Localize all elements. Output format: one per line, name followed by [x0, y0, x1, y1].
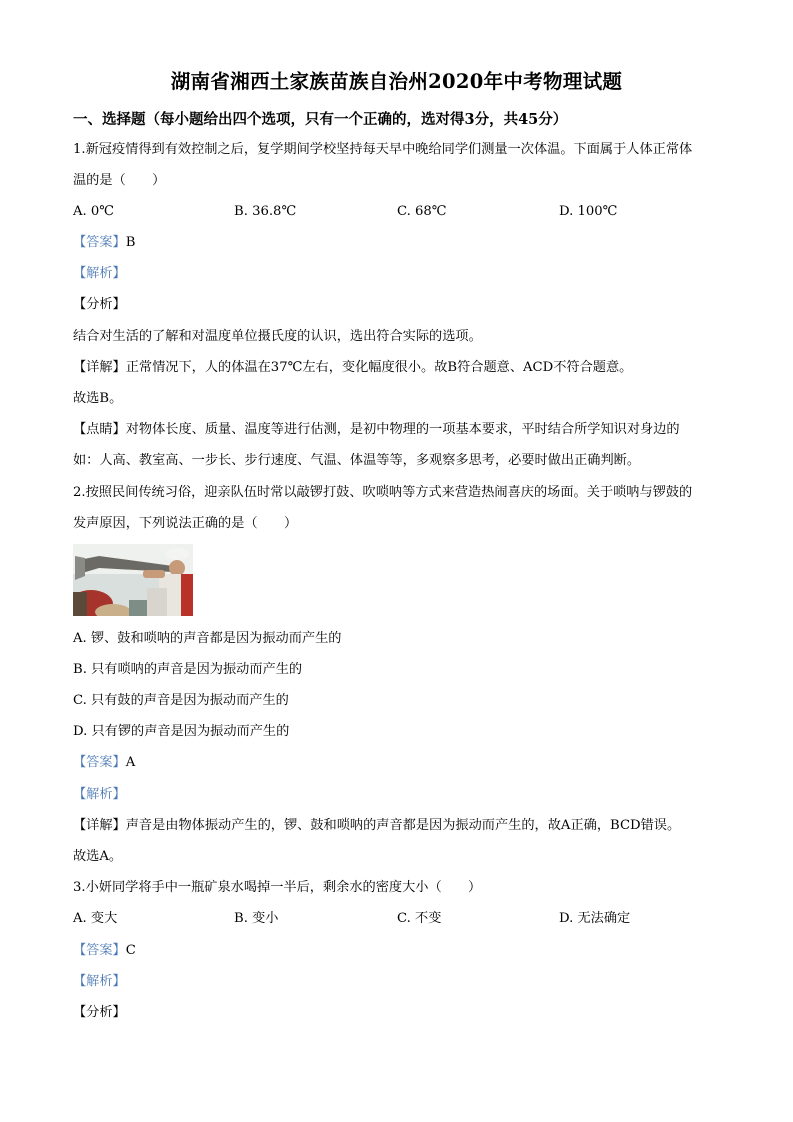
section-heading: 一、选择题（每小题给出四个选项，只有一个正确的，选对得3分，共45分）	[73, 111, 568, 128]
q3-option-b: B. 变小	[234, 911, 279, 926]
q2-conclusion: 故选A。	[73, 849, 123, 864]
q1-option-d: D. 100℃	[559, 204, 618, 219]
q1-analysis	[73, 267, 126, 280]
q3-stem: 3.小妍同学将手中一瓶矿泉水喝掉一半后，剩余水的密度大小（ ）	[73, 880, 482, 895]
q2-detail	[73, 819, 680, 832]
q3-fenxi	[73, 1006, 126, 1019]
q2-option-a: A. 锣、鼓和唢呐的声音都是因为振动而产生的	[73, 631, 342, 646]
q2-option-d: D. 只有锣的声音是因为振动而产生的	[73, 724, 290, 739]
analysis-label: 【解析】	[73, 974, 126, 989]
answer-label: 【答案】	[73, 235, 126, 250]
q3-option-a: A. 变大	[73, 911, 118, 926]
q1-comment-line1: 对物体长度、质量、温度等进行估测，是初中物理的一项基本要求，平时结合所学知识对身边的	[125, 422, 680, 437]
q1-stem-line1: 1.新冠疫情得到有效控制之后，复学期间学校坚持每天早中晚给同学们测量一次体温。下面属于人体正常体	[73, 142, 693, 157]
fenxi-label: 【分析】	[73, 1005, 126, 1020]
q1-detail	[73, 361, 632, 374]
q1-comment	[73, 423, 680, 436]
page-title: 湖南省湘西土家族苗族自治州2020年中考物理试题	[170, 70, 623, 93]
q2-stem-line2: 发声原因，下列说法正确的是（ ）	[73, 516, 298, 531]
q2-answer	[73, 756, 135, 769]
suona-player-photo	[73, 544, 193, 616]
analysis-label: 【解析】	[73, 787, 126, 802]
q3-analysis	[73, 975, 126, 988]
q2-option-c: C. 只有鼓的声音是因为振动而产生的	[73, 693, 289, 708]
q1-fenxi	[73, 298, 126, 311]
q1-answer	[73, 236, 135, 249]
analysis-label: 【解析】	[73, 266, 126, 281]
detail-label: 【详解】	[73, 360, 126, 375]
q1-stem-line2: 温的是（ ）	[73, 173, 166, 188]
q3-option-d: D. 无法确定	[559, 911, 631, 926]
q1-answer-value: B	[125, 235, 136, 250]
q1-comment-line2: 如：人高、教室高、一步长、步行速度、气温、体温等等，多观察多思考，必要时做出正确判断。	[73, 453, 641, 468]
q2-answer-value: A	[125, 755, 136, 770]
q2-analysis	[73, 788, 126, 801]
q3-option-c: C. 不变	[397, 911, 442, 926]
q1-conclusion: 故选B。	[73, 391, 123, 406]
fenxi-label: 【分析】	[73, 297, 126, 312]
q1-option-b: B. 36.8℃	[234, 204, 297, 219]
q2-option-b: B. 只有唢呐的声音是因为振动而产生的	[73, 662, 303, 677]
detail-label: 【详解】	[73, 818, 126, 833]
q1-detail-text: 正常情况下，人的体温在37℃左右，变化幅度很小。故B符合题意、ACD不符合题意。	[125, 360, 633, 375]
comment-label: 【点睛】	[73, 422, 126, 437]
q1-fenxi-text: 结合对生活的了解和对温度单位摄氏度的认识，选出符合实际的选项。	[73, 329, 482, 344]
suona-photo-illustration	[73, 544, 193, 616]
q3-answer	[73, 944, 136, 957]
answer-label: 【答案】	[73, 755, 126, 770]
q3-answer-value: C	[125, 943, 136, 958]
q1-option-a: A. 0℃	[73, 204, 115, 219]
q1-option-c: C. 68℃	[397, 204, 447, 219]
answer-label: 【答案】	[73, 943, 126, 958]
q2-stem-line1: 2.按照民间传统习俗，迎亲队伍时常以敲锣打鼓、吹唢呐等方式来营造热闹喜庆的场面。关于唢呐与锣鼓的	[73, 485, 693, 500]
q2-detail-text: 声音是由物体振动产生的，锣、鼓和唢呐的声音都是因为振动而产生的，故A正确，BCD错误。	[125, 818, 681, 833]
